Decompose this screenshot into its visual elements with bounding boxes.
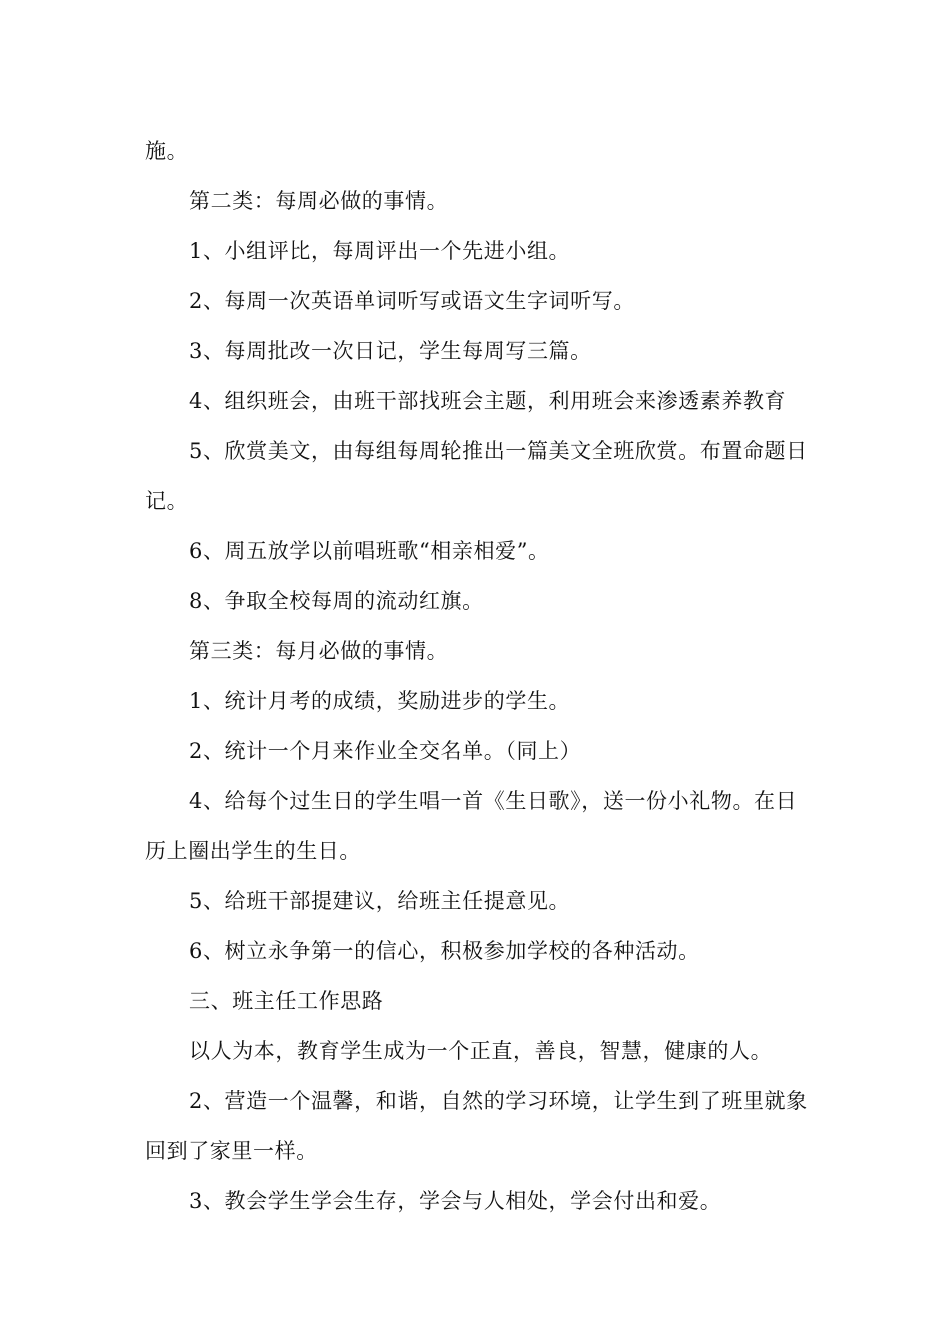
list-item: 6、周五放学以前唱班歌“相亲相爱”。 <box>189 539 550 563</box>
document-body <box>145 126 810 1226</box>
list-item: 8、争取全校每周的流动红旗。 <box>189 589 484 613</box>
list-item: 2、每周一次英语单词听写或语文生字词听写。 <box>189 289 635 313</box>
list-item: 2、营造一个温馨，和谐，自然的学习环境，让学生到了班里就象回到了家里一样。 <box>145 1089 808 1163</box>
list-item: 6、树立永争第一的信心，积极参加学校的各种活动。 <box>189 939 700 963</box>
section-heading: 三、班主任工作思路 <box>189 989 384 1013</box>
list-item: 2、统计一个月来作业全交名单。（同上） <box>189 739 582 763</box>
heading-category-three: 第三类：每月必做的事情。 <box>189 639 449 663</box>
paragraph: 以人为本，教育学生成为一个正直，善良，智慧，健康的人。 <box>189 1039 773 1063</box>
list-item: 3、每周批改一次日记，学生每周写三篇。 <box>189 339 592 363</box>
heading-category-two: 第二类：每周必做的事情。 <box>189 189 449 213</box>
list-item: 5、给班干部提建议，给班主任提意见。 <box>189 889 571 913</box>
list-item: 5、欣赏美文，由每组每周轮推出一篇美文全班欣赏。布置命题日记。 <box>145 439 808 513</box>
list-item: 1、统计月考的成绩，奖励进步的学生。 <box>189 689 571 713</box>
list-item: 3、教会学生学会生存，学会与人相处，学会付出和爱。 <box>189 1189 722 1213</box>
list-item: 4、组织班会，由班干部找班会主题，利用班会来渗透素养教育 <box>189 389 787 413</box>
list-item: 1、小组评比，每周评出一个先进小组。 <box>189 239 571 263</box>
list-item: 4、给每个过生日的学生唱一首《生日歌》，送一份小礼物。在日历上圈出学生的生日。 <box>145 789 798 863</box>
paragraph-continuation: 施。 <box>145 139 189 163</box>
